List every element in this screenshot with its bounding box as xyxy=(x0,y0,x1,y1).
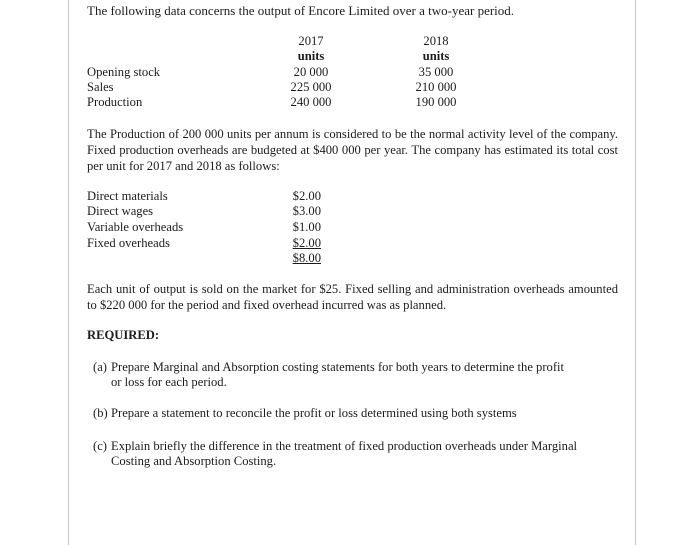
question-c-line2: Costing and Absorption Costing. xyxy=(111,454,277,468)
production-2018: 190 000 xyxy=(415,95,457,109)
question-a xyxy=(93,360,613,390)
cost-label-fixed-overheads: Fixed overheads xyxy=(87,236,170,250)
cost-direct-wages: $3.00 xyxy=(292,204,321,218)
year-header-2017: 2017 xyxy=(298,34,324,48)
row-label-production: Production xyxy=(87,95,143,109)
opening-stock-2017: 20 000 xyxy=(293,65,329,79)
question-c-label: (c) xyxy=(93,439,107,453)
question-c xyxy=(93,439,613,469)
cost-fixed-overheads: $2.00 xyxy=(292,236,321,250)
row-label-sales: Sales xyxy=(87,80,114,94)
required-heading: REQUIRED: xyxy=(87,328,160,342)
row-label-opening-stock: Opening stock xyxy=(87,65,161,79)
question-b xyxy=(93,406,613,421)
cost-total: $8.00 xyxy=(292,251,321,265)
production-2017: 240 000 xyxy=(290,95,332,109)
year-header-2018: 2018 xyxy=(423,34,449,48)
question-a-label: (a) xyxy=(93,360,107,374)
question-c-line1: Explain briefly the difference in the treatment of fixed production overheads under Marginal xyxy=(111,439,578,453)
sales-2017: 225 000 xyxy=(290,80,332,94)
cost-label-variable-overheads: Variable overheads xyxy=(87,220,184,234)
cost-direct-materials: $2.00 xyxy=(292,189,321,203)
intro-text: The following data concerns the output of Encore Limited over a two-year period. xyxy=(87,3,515,18)
cost-label-direct-wages: Direct wages xyxy=(87,204,154,218)
units-header-2017: units xyxy=(297,49,325,63)
question-a-line1: Prepare Marginal and Absorption costing statements for both years to determine the profit xyxy=(111,360,565,374)
page-left-border xyxy=(68,0,69,545)
normal-activity-paragraph: The Production of 200 000 units per annum is considered to be the normal activity level of the company. Fixed production overheads are budgeted at $400 000 per year. The company has estimated its total cost per unit for 2017 and 2018 as follows: xyxy=(87,127,618,173)
page-right-border xyxy=(635,0,636,545)
cost-variable-overheads: $1.00 xyxy=(292,220,321,234)
sales-2018: 210 000 xyxy=(415,80,457,94)
opening-stock-2018: 35 000 xyxy=(418,65,454,79)
cost-label-direct-materials: Direct materials xyxy=(87,189,168,203)
selling-price-paragraph: Each unit of output is sold on the market for $25. Fixed selling and administration overheads amounted to $220 000 for the period and fixed overhead incurred was as planned. xyxy=(87,282,618,312)
question-a-line2: or loss for each period. xyxy=(111,375,227,389)
question-b-line1: Prepare a statement to reconcile the profit or loss determined using both systems xyxy=(111,406,517,420)
units-header-2018: units xyxy=(422,49,450,63)
question-b-label: (b) xyxy=(93,406,108,420)
